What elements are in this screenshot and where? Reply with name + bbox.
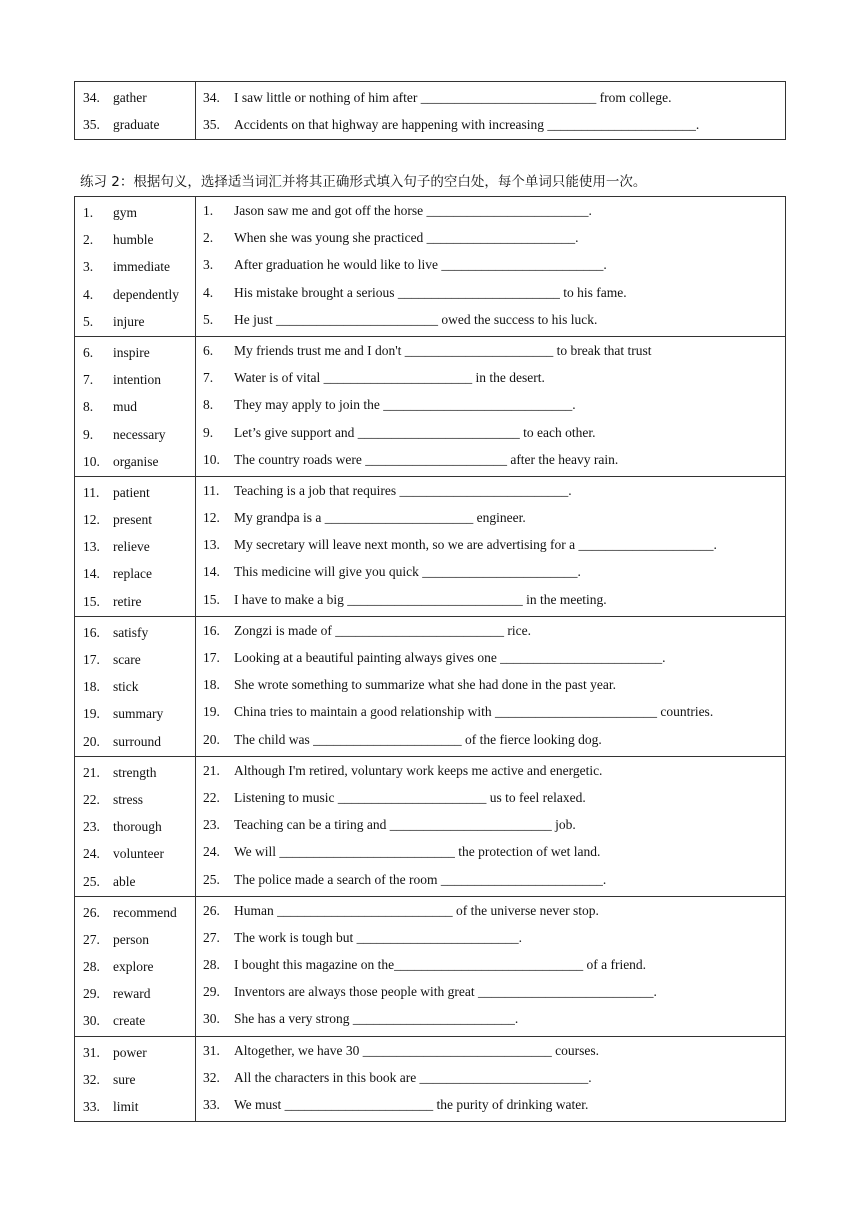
word-number: 30. [83, 1013, 100, 1029]
word-number: 15. [83, 593, 100, 609]
sentence-number: 23. [203, 817, 220, 833]
sentence-item [196, 784, 785, 811]
sentence-number: 25. [203, 871, 220, 887]
word-number: 12. [83, 512, 100, 528]
word-item [75, 253, 195, 280]
sentence-item [196, 558, 785, 585]
word-number: 27. [83, 931, 100, 947]
word-item [75, 786, 195, 813]
sentence-text: This medicine will give you quick _______________________. [234, 564, 581, 580]
sentence-number: 32. [203, 1069, 220, 1085]
word-item [75, 700, 195, 727]
word-text: scare [113, 652, 141, 667]
sentence-text: Teaching is a job that requires _________________________. [234, 482, 572, 498]
sentence-number: 2. [203, 230, 214, 246]
word-text: thorough [113, 819, 162, 835]
sentence-number: 14. [203, 564, 220, 580]
sentence-item [196, 698, 785, 725]
word-item [75, 448, 195, 475]
sentence-text: When she was young she practiced ______________________. [234, 230, 579, 246]
word-item [75, 226, 195, 253]
word-text: necessary [113, 426, 166, 442]
sentence-text: Human __________________________ of the universe never stop. [234, 902, 599, 918]
sentence-number: 26. [203, 902, 220, 918]
word-text: immediate [113, 259, 170, 275]
word-item [75, 366, 195, 393]
sentence-item [196, 838, 785, 865]
sentence-text: Jason saw me and got off the horse ________________________. [234, 203, 592, 218]
word-number: 8. [83, 399, 94, 415]
word-item [75, 588, 195, 615]
sentence-text: The police made a search of the room ________________________. [234, 871, 607, 887]
word-number: 5. [83, 313, 94, 329]
word-item [75, 339, 195, 366]
sentence-item [196, 757, 785, 784]
sentence-item [196, 531, 785, 558]
sentence-text: My secretary will leave next month, so we are advertising for a ____________________. [234, 537, 717, 553]
word-list-cell [75, 82, 196, 140]
sentence-item [196, 1091, 785, 1118]
sentence-item [196, 279, 785, 306]
sentence-number: 15. [203, 591, 220, 607]
sentence-item [196, 866, 785, 893]
sentence-list-cell [196, 197, 786, 337]
sentence-item: 34. I saw little or nothing of him after __________________________ from college. [203, 90, 672, 105]
word-number: 24. [83, 846, 100, 862]
sentence-item [196, 1064, 785, 1091]
word-item [75, 926, 195, 953]
sentence-number: 6. [203, 342, 214, 358]
word-text: present [113, 512, 152, 528]
word-text: surround [113, 733, 161, 749]
sentence-number: 17. [203, 650, 220, 665]
word-text: power [113, 1044, 147, 1060]
sentence-text: Zongzi is made of _________________________ rice. [234, 622, 531, 638]
word-text: limit [113, 1099, 139, 1114]
sentence-number: 8. [203, 397, 214, 413]
word-item [75, 1066, 195, 1093]
word-text: strength [113, 764, 157, 780]
word-text: person [113, 931, 149, 947]
word-text: intention [113, 372, 161, 388]
sentence-number: 20. [203, 731, 220, 747]
sentence-text: Although I'm retired, voluntary work keeps me active and energetic. [234, 762, 603, 778]
word-text: inspire [113, 344, 150, 360]
word-text: organise [113, 453, 159, 469]
word-text: create [113, 1013, 146, 1029]
word-item [75, 199, 195, 226]
word-number: 23. [83, 819, 100, 835]
word-item [75, 840, 195, 867]
word-number: 33. [83, 1099, 100, 1114]
word-text: injure [113, 313, 145, 329]
word-item [75, 281, 195, 308]
word-number: 7. [83, 372, 94, 388]
sentence-item [196, 337, 785, 364]
sentence-item [196, 446, 785, 473]
word-number: 14. [83, 566, 100, 582]
sentence-number: 13. [203, 537, 220, 553]
sentence-number: 27. [203, 929, 220, 945]
sentence-number: 31. [203, 1042, 220, 1058]
word-text: graduate [113, 117, 160, 133]
word-item [75, 506, 195, 533]
word-text: able [113, 873, 136, 889]
word-item [75, 980, 195, 1007]
word-number: 31. [83, 1044, 100, 1060]
sentence-text: Teaching can be a tiring and ________________________ job. [234, 817, 576, 833]
sentence-text: China tries to maintain a good relationship with ________________________ countries. [234, 704, 714, 720]
sentence-text: After graduation he would like to live ________________________. [234, 257, 607, 273]
sentence-number: 19. [203, 704, 220, 720]
sentence-text: All the characters in this book are _________________________. [234, 1069, 592, 1085]
sentence-text: I saw little or nothing of him after __________________________ from college. [234, 90, 672, 105]
sentence-number: 11. [203, 482, 220, 498]
table-row [75, 336, 786, 476]
table-row [75, 756, 786, 896]
word-number: 10. [83, 453, 100, 469]
sentence-text: The child was ______________________ of the fierce looking dog. [234, 731, 602, 747]
sentence-text: We will __________________________ the protection of wet land. [234, 844, 601, 860]
word-item [75, 759, 195, 786]
sentence-text: Let’s give support and ________________________ to each other. [234, 424, 596, 440]
word-text: gym [113, 205, 138, 220]
sentence-item [196, 1005, 785, 1032]
sentence-item [196, 951, 785, 978]
sentence-item [196, 197, 785, 224]
sentence-text: They may apply to join the ____________________________. [234, 397, 576, 413]
word-number: 26. [83, 904, 100, 920]
sentence-number: 24. [203, 844, 220, 860]
word-list-cell [75, 756, 196, 896]
sentence-number: 16. [203, 622, 220, 638]
word-list-cell [75, 896, 196, 1036]
sentence-list-cell [196, 476, 786, 616]
sentence-item [196, 586, 785, 613]
sentence-text: Looking at a beautiful painting always gives one ________________________. [234, 650, 666, 665]
word-item [75, 868, 195, 895]
word-text: recommend [113, 904, 177, 920]
word-list-cell [75, 476, 196, 616]
sentence-number: 5. [203, 311, 214, 327]
word-text: sure [113, 1071, 136, 1087]
word-item [75, 953, 195, 980]
sentence-text: Accidents on that highway are happening with increasing ______________________. [234, 117, 700, 133]
sentence-item [196, 251, 785, 278]
sentence-item: 35. Accidents on that highway are happening with increasing ______________________. [203, 117, 700, 133]
word-number: 6. [83, 344, 94, 360]
word-item [75, 421, 195, 448]
sentence-item [196, 978, 785, 1005]
sentence-number: 28. [203, 957, 220, 973]
sentence-number: 29. [203, 984, 220, 1000]
word-text: reward [113, 986, 151, 1002]
sentence-item [196, 897, 785, 924]
word-number: 21. [83, 764, 100, 780]
word-text: humble [113, 232, 154, 248]
word-number: 18. [83, 679, 100, 695]
sentence-item [196, 617, 785, 644]
table-row [75, 82, 786, 140]
sentence-text: The country roads were _____________________ after the heavy rain. [234, 451, 619, 467]
word-text: explore [113, 959, 154, 975]
sentence-text: Water is of vital ______________________ in the desert. [234, 370, 545, 386]
word-item [75, 308, 195, 335]
sentence-text: She wrote something to summarize what she had done in the past year. [234, 677, 617, 693]
sentence-item [196, 924, 785, 951]
table-row [75, 896, 786, 1036]
word-list-cell [75, 1036, 196, 1122]
sentence-number: 12. [203, 510, 220, 526]
word-number: 9. [83, 426, 94, 442]
sentence-text: We must ______________________ the purity of drinking water. [234, 1097, 589, 1112]
sentence-text: My grandpa is a ______________________ engineer. [234, 510, 526, 526]
sentence-text: The work is tough but ________________________. [234, 929, 522, 945]
word-item [75, 533, 195, 560]
table-row [75, 1036, 786, 1122]
sentence-number: 10. [203, 451, 220, 467]
main-exercise-table [74, 196, 786, 1122]
sentence-list-cell [196, 896, 786, 1036]
word-number: 22. [83, 791, 100, 807]
word-number: 28. [83, 959, 100, 975]
word-number: 16. [83, 624, 100, 640]
sentence-text: Inventors are always those people with great __________________________. [234, 984, 657, 1000]
sentence-number: 9. [203, 424, 214, 440]
word-number: 13. [83, 539, 100, 555]
sentence-list-cell [196, 82, 786, 140]
word-list-cell [75, 616, 196, 756]
word-number: 20. [83, 733, 100, 749]
sentence-number: 18. [203, 677, 220, 693]
sentence-item [196, 391, 785, 418]
word-text: volunteer [113, 846, 164, 862]
sentence-item [196, 671, 785, 698]
word-text: retire [113, 593, 142, 609]
word-item [75, 646, 195, 673]
word-item [75, 673, 195, 700]
sentence-item [196, 224, 785, 251]
word-text: replace [113, 566, 152, 582]
sentence-number: 1. [203, 203, 214, 218]
word-item [75, 1093, 195, 1120]
word-number: 19. [83, 706, 100, 722]
word-number: 32. [83, 1071, 100, 1087]
sentence-item [196, 726, 785, 753]
word-item [75, 393, 195, 420]
table-row [75, 616, 786, 756]
word-number: 11. [83, 484, 100, 500]
sentence-number: 3. [203, 257, 214, 273]
word-item [75, 899, 195, 926]
word-item [75, 619, 195, 646]
sentence-number: 33. [203, 1097, 220, 1112]
word-number: 25. [83, 873, 100, 889]
sentence-item [196, 306, 785, 333]
word-item: 34. gather [83, 90, 147, 105]
sentence-text: My friends trust me and I don't ______________________ to break that trust [234, 342, 652, 358]
top-exercise-table [74, 81, 786, 140]
sentence-item [196, 504, 785, 531]
word-text: relieve [113, 539, 150, 555]
sentence-item [196, 644, 785, 671]
word-number: 1. [83, 205, 94, 220]
word-text: summary [113, 706, 164, 722]
sentence-text: He just ________________________ owed the success to his luck. [234, 311, 598, 327]
word-number: 3. [83, 259, 94, 275]
sentence-item [196, 811, 785, 838]
word-text: stick [113, 679, 139, 695]
word-number: 17. [83, 652, 100, 667]
word-text: stress [113, 791, 143, 807]
sentence-text: I bought this magazine on the____________________________ of a friend. [234, 957, 647, 973]
word-text: patient [113, 484, 150, 500]
sentence-number: 22. [203, 789, 220, 805]
sentence-item [196, 1037, 785, 1064]
exercise-heading: 练习 2：根据句义，选择适当词汇并将其正确形式填入句子的空白处，每个单词只能使用一次。 [80, 174, 647, 190]
word-text: gather [113, 90, 147, 105]
word-number: 4. [83, 286, 94, 302]
word-item [75, 728, 195, 755]
sentence-list-cell [196, 616, 786, 756]
sentence-text: Listening to music ______________________ us to feel relaxed. [234, 789, 586, 805]
sentence-number: 7. [203, 370, 214, 386]
word-item [75, 1007, 195, 1034]
sentence-list-cell [196, 1036, 786, 1122]
sentence-number: 21. [203, 762, 220, 778]
word-text: dependently [113, 286, 179, 302]
word-item [75, 560, 195, 587]
word-list-cell [75, 336, 196, 476]
table-row [75, 197, 786, 337]
table-row [75, 476, 786, 616]
sentence-item [196, 419, 785, 446]
sentence-text: She has a very strong ________________________. [234, 1011, 519, 1027]
sentence-number: 4. [203, 284, 214, 300]
sentence-text: His mistake brought a serious ________________________ to his fame. [234, 284, 627, 300]
word-item [75, 1039, 195, 1066]
sentence-item [196, 477, 785, 504]
sentence-text: I have to make a big __________________________ in the meeting. [234, 591, 607, 607]
sentence-text: Altogether, we have 30 ____________________________ courses. [234, 1042, 600, 1058]
word-item [75, 479, 195, 506]
sentence-item [196, 364, 785, 391]
sentence-list-cell [196, 336, 786, 476]
word-text: mud [113, 399, 138, 415]
word-text: satisfy [113, 624, 149, 640]
word-item [75, 813, 195, 840]
sentence-list-cell [196, 756, 786, 896]
word-number: 29. [83, 986, 100, 1002]
word-list-cell [75, 197, 196, 337]
word-item: 35. graduate [83, 117, 160, 133]
sentence-number: 30. [203, 1011, 220, 1027]
word-number: 2. [83, 232, 94, 248]
